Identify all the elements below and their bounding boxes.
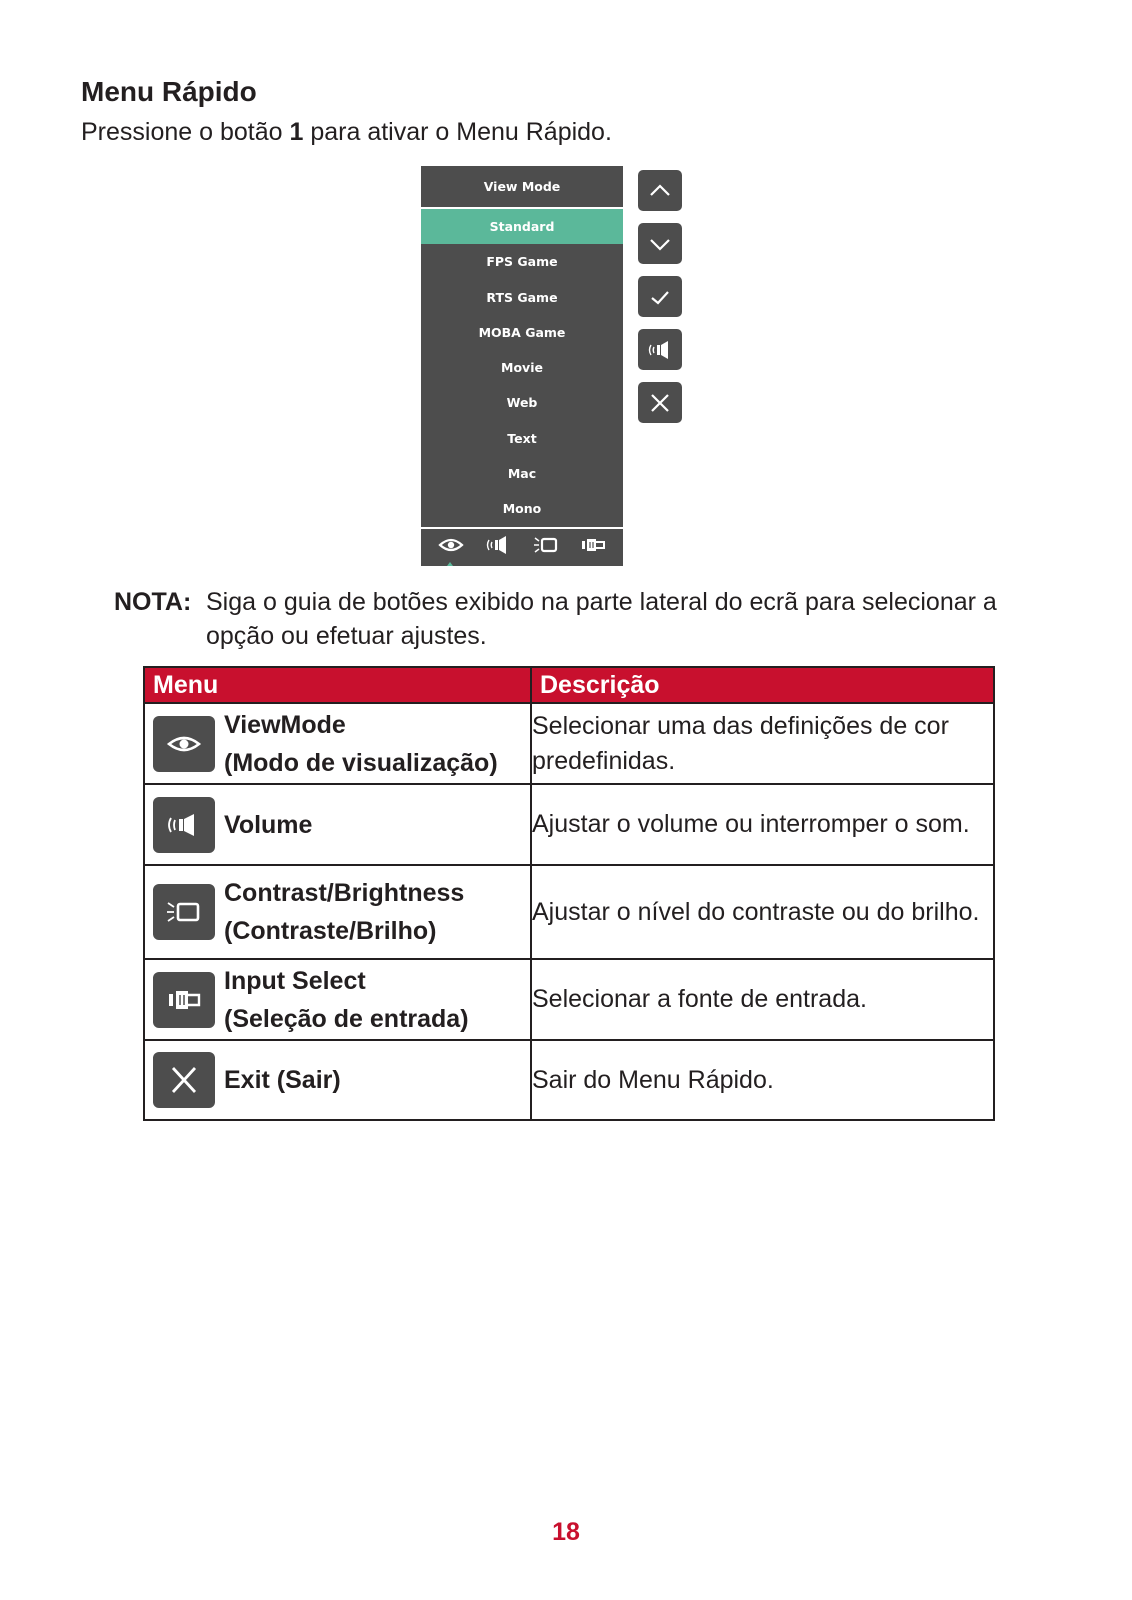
table-header-row [144,667,994,703]
speaker-icon [647,337,673,363]
menu-name-line2: (Modo de visualização) [224,748,498,777]
key-up-button[interactable] [638,170,682,211]
header-description: Descrição [531,667,994,703]
osd-selected-caret [447,562,453,566]
intro-key: 1 [289,118,304,146]
menu-name: Exit (Sair) [224,1066,341,1094]
description-cell: Ajustar o nível do contraste ou do brilho. [531,865,994,959]
description-cell: Sair do Menu Rápido. [531,1040,994,1120]
menu-cell [144,865,531,959]
menu-name-line2: (Seleção de entrada) [224,1004,469,1033]
table-row [144,959,994,1040]
quick-menu-panel [421,166,623,566]
osd-input-icon[interactable] [580,534,606,560]
osd-speaker-icon[interactable] [485,534,511,560]
table-row [144,865,994,959]
osd-item-mono[interactable]: Mono [502,501,542,517]
osd-eye-icon[interactable] [438,534,464,560]
key-confirm-button[interactable] [638,276,682,317]
chevron-up-icon [647,178,673,204]
description-cell: Selecionar a fonte de entrada. [531,959,994,1040]
page-heading: Menu Rápido [81,76,257,107]
key-volume-button[interactable] [638,329,682,370]
menu-name-line1: Contrast/Brightness [224,879,465,907]
menu-cell [144,959,531,1040]
table-row [144,784,994,865]
menu-name-line2: (Contraste/Brilho) [224,917,437,945]
osd-item-mac[interactable]: Mac [507,466,537,482]
intro-text [81,118,612,147]
osd-brightness-icon[interactable] [533,534,559,560]
table-row [144,1040,994,1120]
menu-name-line1: Input Select [224,966,366,995]
page-number: 18 [552,1518,580,1546]
menu-cell [144,703,531,784]
close-icon [647,390,673,416]
osd-item-web[interactable]: Web [506,395,538,411]
description-cell: Ajustar o volume ou interromper o som. [531,784,994,865]
menu-name-line1: ViewMode [224,710,346,739]
osd-title: View Mode [421,166,623,209]
menu-name: Volume [224,810,313,839]
intro-before: Pressione o botão [81,118,290,146]
osd-item-standard[interactable]: Standard [421,209,623,244]
check-icon [647,284,673,310]
close-icon [153,1052,215,1108]
eye-icon [153,716,215,772]
osd-mode-list [421,209,623,527]
note-label: NOTA: [114,588,192,616]
menu-name [224,706,498,782]
menu-name [224,962,469,1038]
menu-cell [144,1040,531,1120]
menu-cell [144,784,531,865]
osd-item-moba-game[interactable]: MOBA Game [478,324,566,340]
osd-icon-bar [421,527,623,566]
intro-after: para ativar o Menu Rápido. [303,118,612,146]
menu-description-table [143,666,995,1121]
osd-key-guide [638,170,682,435]
note-text: Siga o guia de botões exibido na parte lateral do ecrã para selecionar a opção ou efetuar ajustes. [206,588,997,650]
note-block [114,585,1034,653]
table-row [144,703,994,784]
osd-item-movie[interactable]: Movie [501,360,543,376]
menu-name [224,874,464,950]
header-menu: Menu [144,667,531,703]
key-down-button[interactable] [638,223,682,264]
speaker-icon [153,797,215,853]
brightness-icon [153,884,215,940]
chevron-down-icon [647,231,673,257]
key-exit-button[interactable] [638,382,682,423]
input-icon [153,972,215,1028]
osd-item-rts-game[interactable]: RTS Game [486,289,558,305]
osd-item-fps-game[interactable]: FPS Game [486,254,558,270]
osd-item-text[interactable]: Text [507,430,537,446]
description-cell: Selecionar uma das definições de cor predefinidas. [531,703,994,784]
